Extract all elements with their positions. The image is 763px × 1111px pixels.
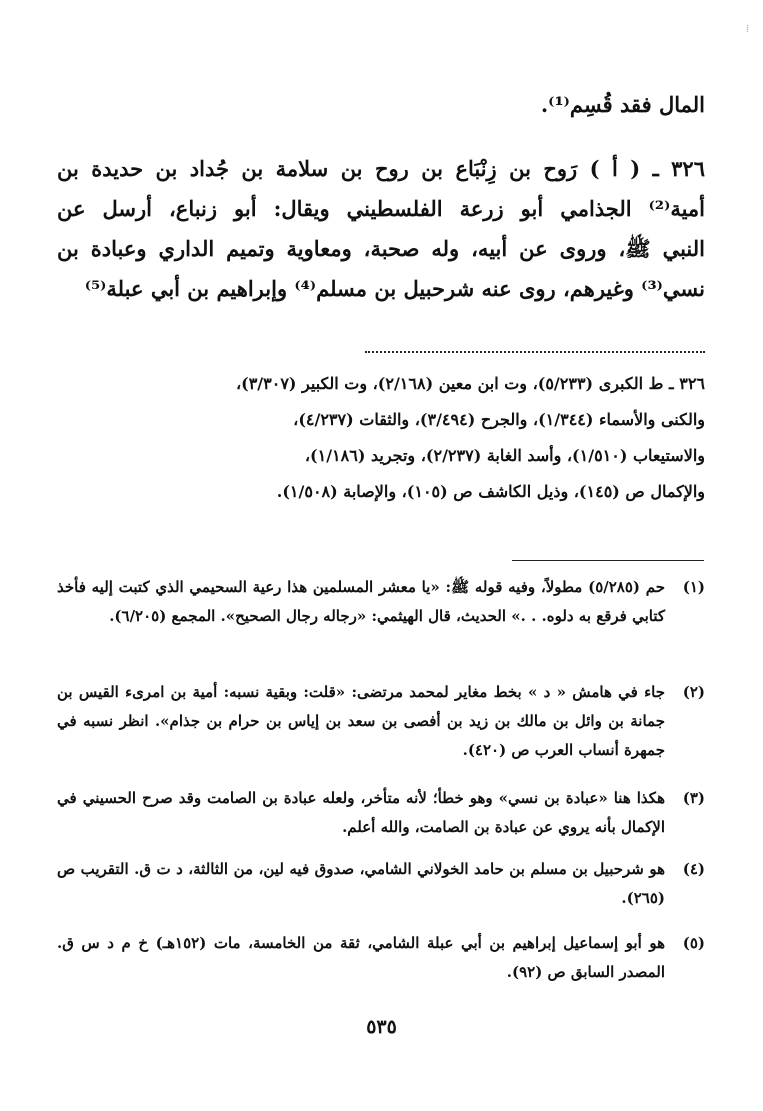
footnote	[57, 784, 705, 844]
footnote	[57, 855, 705, 915]
footnote-separator	[512, 560, 704, 561]
footnote-text: هو أبو إسماعيل إبراهيم بن أبي عبلة الشامي، ثقة من الخامسة، مات (١٥٢هـ) خ م د س ق. المصدر السابق ص (٩٢).	[57, 934, 665, 981]
entry-line: النبي ﷺ، وروى عن أبيه، وله صحبة، ومعاوية وتميم الداري وعبادة بن	[57, 236, 705, 261]
dotted-separator	[365, 351, 705, 353]
footnote-number: (٤)	[682, 860, 705, 878]
entry-line: ٣٢٦ ـ ( أ ) رَوح بن زِنْبَاع بن روح بن سلامة بن جُداد بن حديدة بن	[57, 156, 705, 181]
footnote-number: (٥)	[682, 934, 705, 952]
entry-line: أمية⁽²⁾ الجذامي أبو زرعة الفلسطيني ويقال: أبو زنباع، أرسل عن	[57, 196, 705, 221]
entry-line: نسي⁽³⁾ وغيرهم، روى عنه شرحبيل بن مسلم⁽⁴⁾ وإبراهيم بن أبي عبلة⁽⁵⁾	[84, 276, 705, 301]
footnote-text: جاء في هامش « د » بخط مغاير لمحمد مرتضى: «قلت: وبقية نسبه: أمية بن امرىء القيس بن جمانة بن وائل بن مالك بن زيد بن أفصى بن سعد بن إياس بن حرام بن جذام». انظر نسبه في جمهرة أنساب العرب ص (٤٢٠).	[57, 683, 665, 759]
continuation-line: المال فقد قُسِم⁽¹⁾.	[540, 92, 705, 117]
footnote	[57, 573, 705, 661]
page-number: ٥٣٥	[366, 1016, 397, 1038]
footnote-text: هو شرحبيل بن مسلم بن حامد الخولاني الشامي، صدوق فيه لين، من الثالثة، د ت ق. التقريب ص (٢٦٥).	[57, 860, 665, 907]
footnote-number: (١)	[682, 578, 705, 596]
footnote-number: (٢)	[682, 683, 705, 701]
footnote	[57, 678, 705, 766]
footnote	[57, 929, 705, 989]
reference-line: والاستيعاب (١/٥١٠)، وأسد الغابة (٢/٢٣٧)، وتجريد (١/١٨٦)،	[304, 446, 705, 465]
footnote-text: هكذا هنا «عبادة بن نسي» وهو خطأ؛ لأنه متأخر، ولعله عبادة بن الصامت وقد صرح الحسيني في الإكمال بأنه يروي عن عبادة بن الصامت، والله أعلم.	[57, 789, 665, 836]
footnote-text: حم (٥/٢٨٥) مطولاً، وفيه قوله ﷺ: «يا معشر المسلمين هذا رعية السحيمي الذي كتبت إليه فأخذ كتابي فرقع به دلوه. . .» الحديث، قال الهيثمي: «رجاله رجال الصحيح». المجمع (٦/٢٠٥).	[57, 578, 665, 625]
page-edge-mark: ⁞	[746, 24, 749, 35]
reference-line: ٣٢٦ ـ ط الكبرى (٥/٢٣٣)، وت ابن معين (٢/١٦٨)، وت الكبير (٣/٣٠٧)،	[235, 374, 705, 393]
reference-line: والكنى والأسماء (١/٣٤٤)، والجرح (٣/٤٩٤)، والثقات (٤/٢٣٧)،	[293, 410, 705, 429]
footnote-number: (٣)	[682, 789, 705, 807]
reference-line: والإكمال ص (١٤٥)، وذيل الكاشف ص (١٠٥)، والإصابة (١/٥٠٨).	[276, 482, 705, 501]
